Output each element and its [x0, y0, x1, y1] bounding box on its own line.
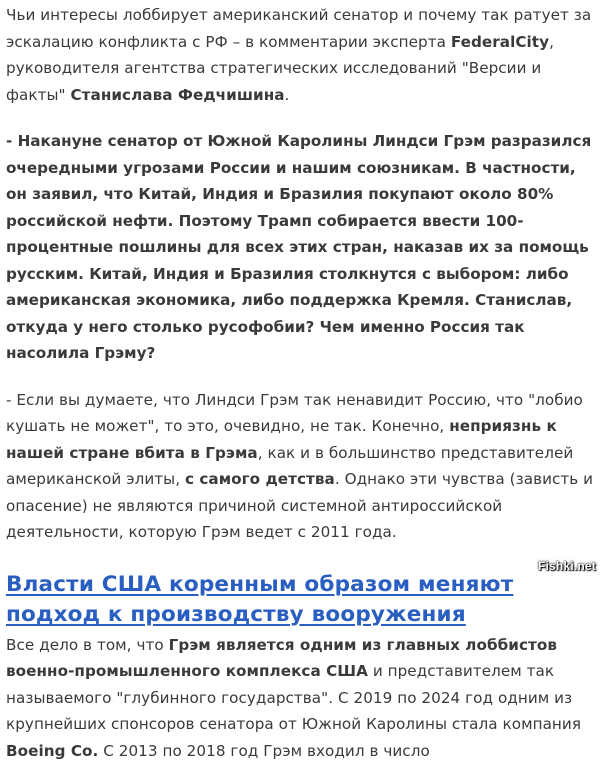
after-bold-2: Boeing Co.	[6, 742, 98, 760]
related-article-link[interactable]: Власти США коренным образом меняют подход к производству вооружения	[6, 572, 513, 627]
article-body	[6, 0, 596, 764]
intro-paragraph	[6, 2, 596, 108]
continuation-paragraph	[6, 632, 596, 764]
related-article-heading	[6, 570, 596, 630]
site-watermark: Fishki.net	[538, 559, 596, 573]
interview-answer	[6, 387, 596, 546]
after-bold-1: Грэм является одним из главных лоббистов военно-промышленного комплекса США	[6, 636, 557, 681]
expert-name: Станислава Федчишина	[70, 86, 284, 104]
answer-bold-1: неприязнь к нашей стране вбита в Грэма	[6, 417, 557, 462]
answer-text-1: - Если вы думаете, что Линдси Грэм так ненавидит Россию, что "лобио кушать не может", то это, очевидно, не так. Конечно,	[6, 391, 583, 436]
after-text-2: и представителем так называемого "глубинного государства". С 2019 по 2024 год одним из крупнейших спонсоров сенатора от Южной Каролины стала компания	[6, 662, 581, 733]
intro-text-2: , руководителя агентства стратегических исследований "Версии и факты"	[6, 33, 554, 104]
answer-text-3: . Однако эти чувства (зависть и опасение) не являются причиной системной антироссийской деятельности, которую Грэм ведет с 2011 года.	[6, 470, 593, 541]
after-text-3: С 2013 по 2018 год Грэм входил в число	[98, 742, 429, 760]
after-text-1: Все дело в том, что	[6, 636, 169, 654]
intro-text-1: Чьи интересы лоббирует американский сенатор и почему так ратует за эскалацию конфликта с РФ – в комментарии эксперта	[6, 6, 591, 51]
source-name: FederalCity	[451, 33, 549, 51]
intro-text-3: .	[285, 86, 290, 104]
answer-bold-2: с самого детства	[185, 470, 335, 488]
interview-question: - Накануне сенатор от Южной Каролины Линдси Грэм разразился очередными угрозами России и нашим союзникам. В частности, он заявил, что Китай, Индия и Бразилия покупают около 80% российской нефти. Поэтому Трамп собирается ввести 100-процентные пошлины для всех этих стран, наказав их за помощь русским. Китай, Индия и Бразилия столкнутся с выбором: либо американская экономика, либо поддержка Кремля. Станислав, откуда у него столько русофобии? Чем именно Россия так насолила Грэму?	[6, 128, 596, 367]
answer-text-2: , как и в большинство представителей американской элиты,	[6, 444, 573, 489]
